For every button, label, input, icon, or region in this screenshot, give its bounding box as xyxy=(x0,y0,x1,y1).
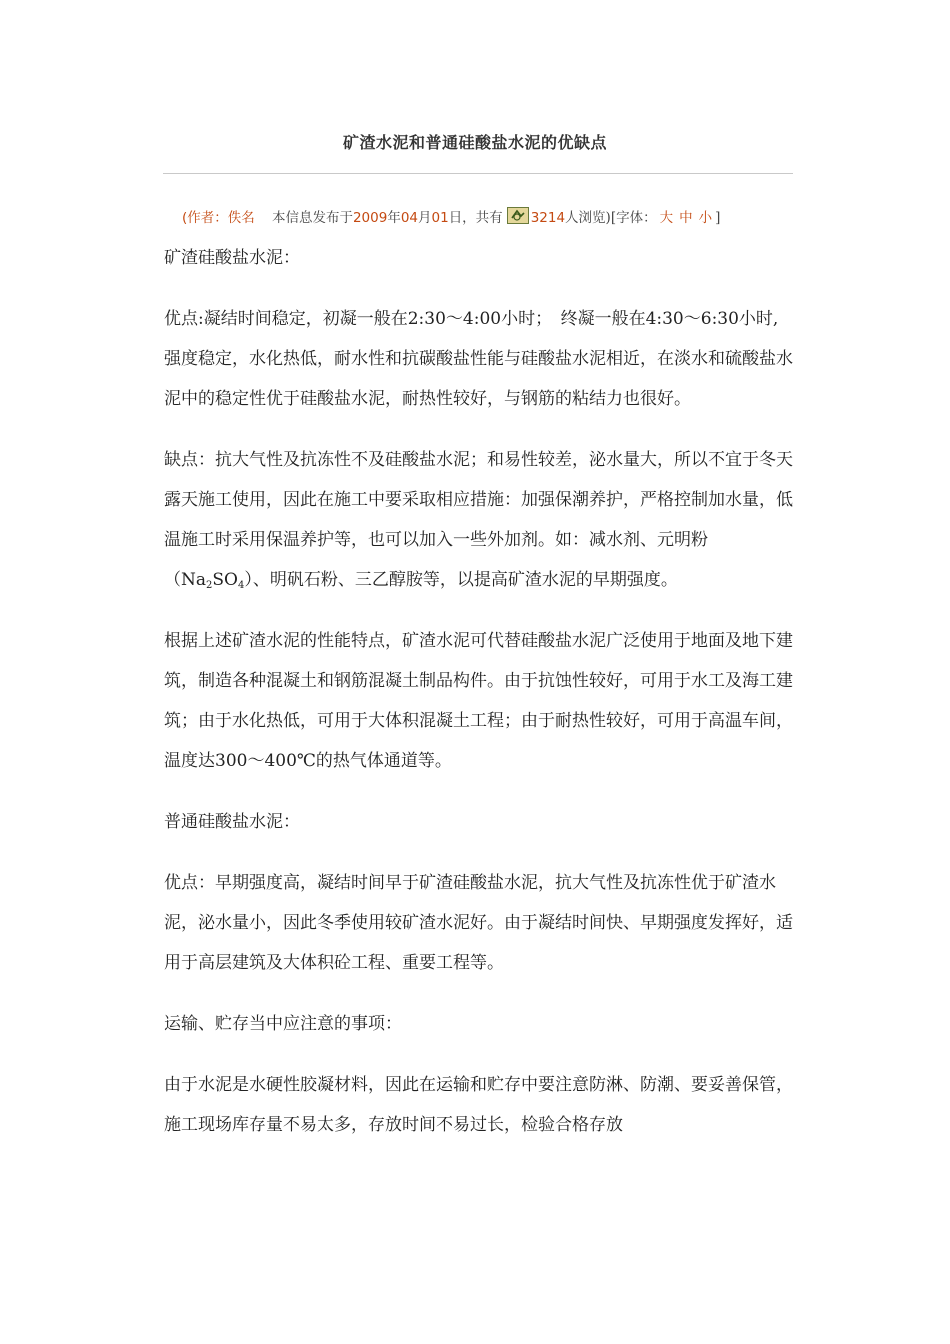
storage-heading: 运输、贮存当中应注意的事项： xyxy=(164,1014,402,1034)
slag-cement-usage: 根据上述矿渣水泥的性能特点，矿渣水泥可代替硅酸盐水泥广泛使用于地面及地下建筑，制造各种混凝土和钢筋混凝土制品构件。由于抗蚀性较好，可用于水工及海工建筑；由于水化热低，可用于大体积混凝土工程；由于耐热性较好，可用于高温车间，温度达300～400℃的热气体通道等。 xyxy=(164,631,793,771)
meta-close: ] xyxy=(715,210,721,226)
storage-body: 由于水泥是水硬性胶凝材料，因此在运输和贮存中要注意防淋、防潮、要妥善保管，施工现场库存量不易太多，存放时间不易过长，检验合格存放 xyxy=(164,1075,793,1135)
views-counter-icon xyxy=(507,207,529,224)
font-size-small-link[interactable]: 小 xyxy=(698,210,713,226)
subscript-4: 4 xyxy=(237,580,245,591)
title-divider xyxy=(163,173,793,174)
views-count: 3214 xyxy=(530,210,566,226)
published-label: 本信息发布于 xyxy=(271,210,353,226)
ordinary-cement-pros: 优点：早期强度高，凝结时间早于矿渣硅酸盐水泥，抗大气性及抗冻性优于矿渣水泥，泌水量小，因此冬季使用较矿渣水泥好。由于凝结时间快、早期强度发挥好，适用于高层建筑及大体积砼工程、重要工程等。 xyxy=(164,873,793,973)
slag-cement-cons xyxy=(164,440,794,600)
author-label: 作者： xyxy=(187,210,228,226)
article-body xyxy=(164,238,794,1166)
ordinary-cement-heading: 普通硅酸盐水泥： xyxy=(164,812,300,832)
slag-cement-heading: 矿渣硅酸盐水泥： xyxy=(164,248,300,268)
views-label: 人浏览)[字体： xyxy=(565,210,657,226)
slag-cement-pros: 优点:凝结时间稳定，初凝一般在2:30～4:00小时； 终凝一般在4:30～6:30小时,强度稳定，水化热低，耐水性和抗碳酸盐性能与硅酸盐水泥相近，在淡水和硫酸盐水泥中的稳定性优于硅酸盐水泥，耐热性较好，与钢筋的粘结力也很好。 xyxy=(164,309,793,409)
article-title: 矿渣水泥和普通硅酸盐水泥的优缺点 xyxy=(342,133,607,152)
author-name: 佚名 xyxy=(227,210,255,226)
day-unit: 日，共有 xyxy=(448,210,503,226)
font-size-large-link[interactable]: 大 xyxy=(659,210,674,226)
publish-month: 04 xyxy=(400,210,418,226)
slag-cons-text-3: ）、明矾石粉、三乙醇胺等，以提高矿渣水泥的早期强度。 xyxy=(244,570,678,590)
year-unit: 年 xyxy=(387,210,401,226)
subscript-2: 2 xyxy=(206,580,213,591)
article-meta xyxy=(182,206,782,226)
slag-cons-text-2: SO xyxy=(212,570,238,590)
publish-day: 01 xyxy=(431,210,449,226)
publish-year: 2009 xyxy=(352,210,388,226)
font-size-medium-link[interactable]: 中 xyxy=(679,210,693,226)
meta-open: ( xyxy=(182,210,188,226)
month-unit: 月 xyxy=(418,210,432,226)
slag-cons-text-1: 缺点：抗大气性及抗冻性不及硅酸盐水泥；和易性较差，泌水量大，所以不宜于冬天露天施工使用，因此在施工中要采取相应措施：加强保潮养护，严格控制加水量，低温施工时采用保温养护等，也可以加入一些外加剂。如：减水剂、元明粉（Na xyxy=(164,450,793,590)
